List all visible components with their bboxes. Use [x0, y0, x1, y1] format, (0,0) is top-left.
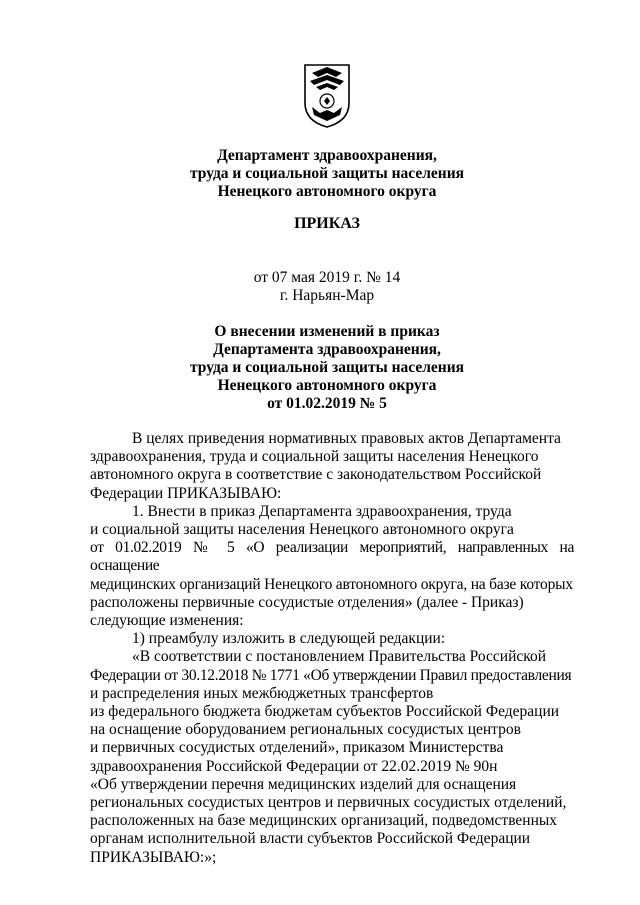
title-line-2: Департамента здравоохранения, [213, 341, 441, 358]
body-line: на оснащение оборудованием региональных сосудистых центров [90, 721, 521, 739]
body-line: В целях приведения нормативных правовых актов Департамента [132, 430, 561, 447]
body-line: от 01.02.2019 № 5 «О реализации мероприятий, направленных на оснащение [90, 539, 574, 575]
title-line-5: от 01.02.2019 № 5 [267, 395, 387, 412]
body-line: расположенных на базе медицинских организаций, подведомственных [90, 812, 558, 830]
body-line: и социальной защиты населения Ненецкого автономного округа [90, 521, 514, 539]
body-line: медицинских организаций Ненецкого автономного округа, на базе которых [90, 575, 573, 593]
body-line: региональных сосудистых центров и первичных сосудистых отделений, [90, 794, 567, 812]
document-date-number [80, 269, 574, 305]
department-line-1: Департамент здравоохранения, [217, 147, 437, 164]
body-line: «Об утверждении перечня медицинских изделий для оснащения [90, 775, 517, 793]
document-title [80, 323, 574, 413]
body-line: здравоохранения Российской Федерации от 22.02.2019 № 90н [90, 757, 498, 775]
department-line-2: труда и социальной защиты населения [189, 165, 465, 182]
document-body [90, 430, 574, 867]
body-line: Федерации ПРИКАЗЫВАЮ: [90, 484, 282, 502]
body-line: «В соответствии с постановлением Правительства Российской [132, 648, 547, 666]
department-line-3: Ненецкого автономного округа [217, 183, 437, 200]
body-line: следующие изменения: [90, 612, 244, 630]
coat-of-arms-emblem [302, 63, 352, 129]
title-line-3: труда и социальной защиты населения [189, 359, 465, 376]
title-line-1: О внесении изменений в приказ [214, 323, 440, 340]
body-line: здравоохранения, труда и социальной защиты населения Ненецкого [90, 448, 539, 466]
body-line: из федерального бюджета бюджетам субъектов Российской Федерации [90, 703, 560, 721]
body-line: ПРИКАЗЫВАЮ:»; [90, 848, 217, 866]
document-type: ПРИКАЗ [294, 215, 360, 232]
city-line: г. Нарьян-Мар [279, 287, 375, 304]
body-line: Федерации от 30.12.2018 № 1771 «Об утверждении Правил предоставления [90, 666, 572, 684]
body-line: и первичных сосудистых отделений», приказом Министерства [90, 739, 504, 757]
body-line: 1) преамбулу изложить в следующей редакции: [132, 630, 446, 648]
title-line-4: Ненецкого автономного округа [217, 377, 437, 394]
body-line: 1. Внести в приказ Департамента здравоохранения, труда [132, 502, 512, 520]
body-line: и распределения иных межбюджетных трансфертов [90, 684, 434, 702]
body-line: органам исполнительной власти субъектов Российской Федерации [90, 830, 531, 848]
body-line: автономного округа в соответствие с законодательством Российской [90, 466, 542, 484]
body-line: расположены первичные сосудистые отделения» (далее - Приказ) [90, 593, 524, 611]
date-line: от 07 мая 2019 г. № 14 [253, 269, 401, 286]
department-name [80, 147, 574, 201]
